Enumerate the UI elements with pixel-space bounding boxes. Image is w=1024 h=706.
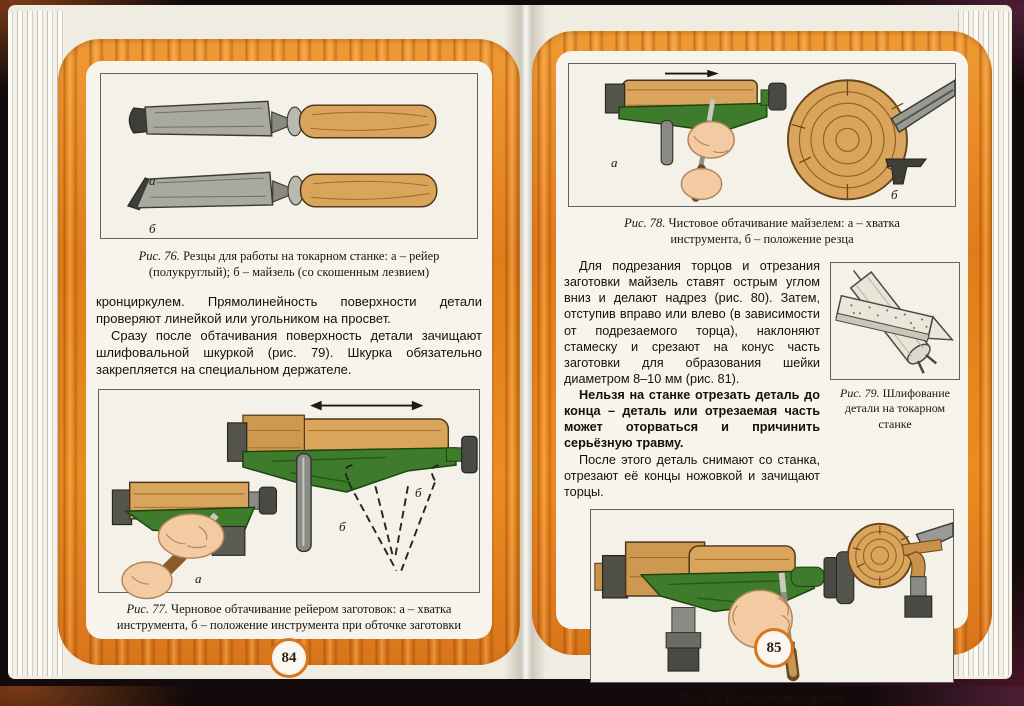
chisel-a-illustration xyxy=(129,101,435,137)
figure-78-caption-text: Чистовое обтачивание майзелем: а – хватка инструмента, б – положение резца xyxy=(668,216,900,246)
figure-77-label-b2: б xyxy=(339,519,346,535)
figure-79-caption xyxy=(830,386,960,432)
figure-79-box xyxy=(830,262,960,380)
figure-80-caption-text: Выполнение надрезов xyxy=(725,690,844,705)
figure-77-illustration xyxy=(99,390,479,592)
paragraph: После этого деталь снимают со станка, отрезают её концы ножовкой и зачищают торцы. xyxy=(564,452,820,499)
figure-80-caption xyxy=(564,690,960,706)
figure-79-caption-number: Рис. 79. xyxy=(840,386,880,400)
figure-77-caption-text: Черновое обтачивание рейером заготовок: а – хватка инструмента, б – положение инструмента при обточке заготовки xyxy=(116,602,462,633)
figure-76-label-b: б xyxy=(149,221,156,236)
page-85-columns xyxy=(564,258,960,500)
figure-78-label-b: б xyxy=(891,187,898,202)
paragraph: Сразу после обтачивания поверхность детали зачищают шлифовальной шкуркой (рис. 79). Шкурка обязательно закрепляется на специальном держателе. xyxy=(96,327,482,377)
figure-79-illustration xyxy=(831,263,959,379)
page-85-text xyxy=(564,258,820,500)
figure-76-label-a: а xyxy=(149,173,156,188)
figure-76-caption-text: Резцы для работы на токарном станке: а – рейер (полукруглый); б – майзель (со скошенным лезвием) xyxy=(148,249,440,279)
page-number-84: 84 xyxy=(269,638,309,678)
figure-77-caption-number: Рис. 77. xyxy=(126,602,168,617)
figure-76-caption xyxy=(108,248,470,280)
figure-76-illustration xyxy=(101,74,477,238)
figure-79-column xyxy=(830,258,960,500)
figure-79-caption-text: Шлифование детали на токарном станке xyxy=(844,386,950,431)
page-85 xyxy=(532,31,992,705)
page-number-85: 85 xyxy=(754,628,794,668)
page-stack-left xyxy=(8,11,64,676)
figure-77-label-a: а xyxy=(195,571,202,587)
lathe-parting-cut-illustration xyxy=(595,542,854,675)
open-book xyxy=(8,5,1012,705)
figure-77-label-b1: б xyxy=(415,485,422,501)
warning-paragraph: Нельзя на станке отрезать деталь до конца – деталь или отрезаемая часть может оторваться и причинить серьёзную травму. xyxy=(564,388,820,451)
page-84-content xyxy=(86,61,492,639)
figure-77-box xyxy=(98,389,480,593)
figure-78-illustration xyxy=(569,64,955,206)
figure-78-caption xyxy=(594,215,930,247)
figure-78-box xyxy=(568,63,956,207)
paragraph: кронциркулем. Прямолинейность поверхности детали проверяют линейкой или угольником на просвет. xyxy=(96,294,482,326)
page-84 xyxy=(58,39,520,665)
figure-77-caption xyxy=(104,601,474,633)
figure-76-caption-number: Рис. 76. xyxy=(138,249,180,263)
figure-76-box xyxy=(100,73,478,239)
figure-78-label-a: а xyxy=(611,155,618,170)
page-84-text xyxy=(96,294,482,378)
figure-78-caption-number: Рис. 78. xyxy=(624,216,666,230)
disc-and-chisel-illustration xyxy=(848,523,953,617)
figure-80-caption-number: Рис. 80. xyxy=(680,690,723,705)
lathe-chisel-grip-illustration xyxy=(605,70,786,200)
log-cross-section-illustration xyxy=(788,80,955,202)
chisel-b-illustration xyxy=(128,172,437,209)
paragraph: Для подрезания торцов и отрезания заготовки майзель ставят острым углом вниз и делают надрез (рис. 80). Затем, отступив вправо или влево (в зависимости от подрезаемого торца), наклоняют стамеску и срезают на конус часть заготовки для образования шейки диаметром 8–10 мм (рис. 81). xyxy=(564,259,820,386)
